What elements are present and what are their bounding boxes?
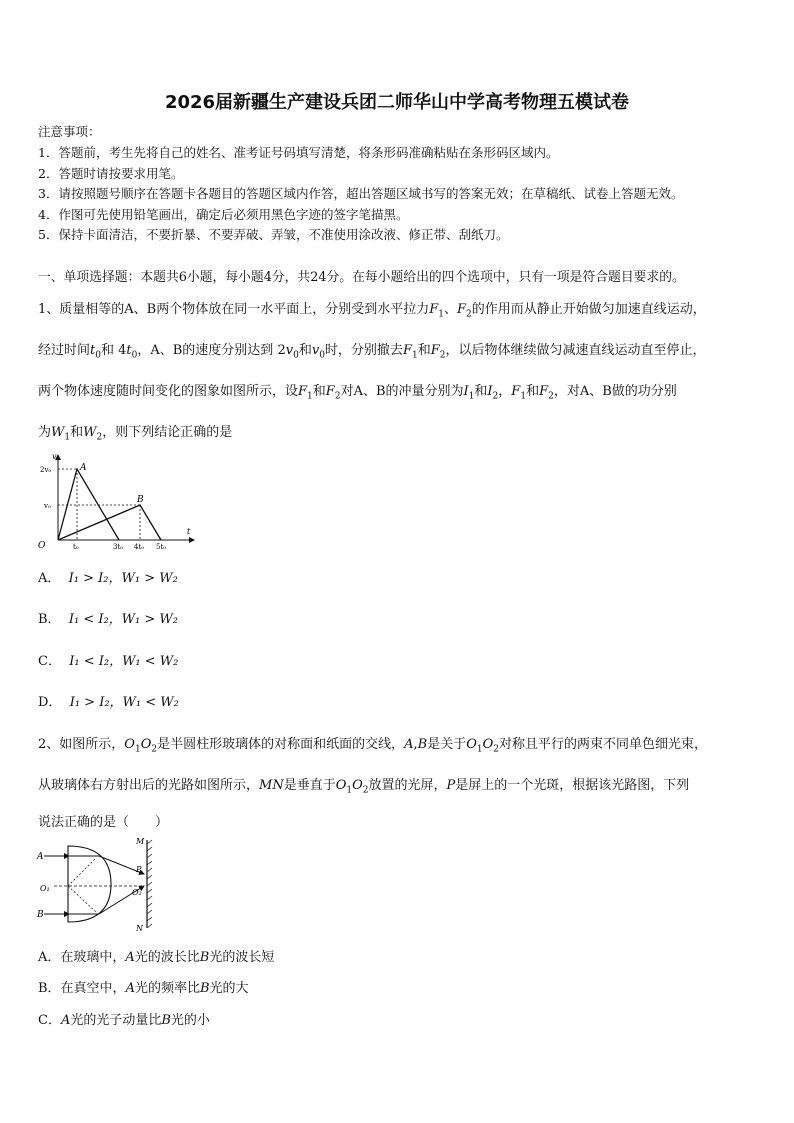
label-p: P: [136, 865, 142, 874]
section-heading: 一、单项选择题：本题共6小题，每小题4分，共24分。在每小题给出的四个选项中，只有一项是符合题目要求的。: [38, 270, 685, 285]
label-b: B: [37, 910, 44, 920]
notice-item-3: 3．请按照题号顺序在答题卡各题目的答题区域内作答，超出答题区域书写的答案无效；在草稿纸、试卷上答题无效。: [38, 186, 684, 201]
q1-line-3: 两个物体速度随时间变化的图象如图所示，设$F_1$和$F_2$对A、B的冲量分别为$I_1$和$I_2$，$F_1$和$F_2$，对A、B做的功分别: [38, 384, 677, 402]
x-axis-label: t: [187, 527, 191, 536]
label-o1: O₁: [40, 884, 50, 893]
label-a: A: [37, 852, 44, 862]
notice-item-4: 4．作图可先使用铅笔画出，确定后必须用黑色字迹的签字笔描黑。: [38, 207, 409, 222]
q1-line-1: 1、质量相等的A、B两个物体放在同一水平面上，分别受到水平拉力$F_1$、$F_2$的作用而从静止开始做匀加速直线运动，: [38, 302, 706, 320]
tick-5t0: 5t₀: [156, 543, 167, 551]
line-b: [58, 505, 161, 540]
q1-option-c[interactable]: C． I₁ < I₂，W₁ < W₂: [38, 654, 179, 669]
page-title: 2026届新疆生产建设兵团二师华山中学高考物理五模试卷: [164, 92, 630, 113]
tick-2v0: 2v₀: [40, 466, 52, 474]
q2-option-a[interactable]: A．在玻璃中，A光的波长比B光的波长短: [38, 950, 275, 965]
q1-option-b[interactable]: B． I₁ < I₂，W₁ > W₂: [38, 612, 178, 627]
tick-3t0: 3t₀: [113, 543, 124, 551]
tick-t0: t₀: [73, 543, 79, 551]
tick-v0: v₀: [44, 502, 51, 510]
point-a-label: A: [80, 463, 87, 473]
q2-option-c[interactable]: C．A光的光子动量比B光的小: [38, 1013, 210, 1028]
tick-4t0: 4t₀: [134, 543, 145, 551]
line-a: [58, 469, 119, 540]
q2-line-1: 2、如图所示，$O_1O_2$是半圆柱形玻璃体的对称面和纸面的交线，A,B是关于$O_1O_2$对称且平行的两束不同单色细光束，: [38, 737, 708, 755]
q2-line-2: 从玻璃体右方射出后的光路如图所示，MN是垂直于$O_1O_2$放置的光屏，P是屏上的一个光斑，根据该光路图，下列: [38, 778, 690, 796]
notice-item-1: 1．答题前，考生先将自己的姓名、准考证号码填写清楚，将条形码准确粘贴在条形码区域内。: [38, 145, 559, 160]
notice-item-2: 2．答题时请按要求用笔。: [38, 166, 184, 181]
q2-line-3: 说法正确的是（ ）: [38, 815, 169, 830]
q2-option-b[interactable]: B．在真空中，A光的频率比B光的大: [38, 981, 249, 996]
q1-line-4: 为$W_1$和$W_2$，则下列结论正确的是: [38, 425, 233, 443]
label-o2: O₂: [132, 888, 142, 897]
light-path-figure: [36, 834, 154, 934]
label-n: N: [136, 924, 143, 933]
y-axis-label: v: [52, 452, 57, 461]
q1-option-a[interactable]: A． I₁ > I₂，W₁ > W₂: [38, 571, 178, 586]
notice-item-5: 5．保持卡面清洁，不要折暴、不要弄破、弄皱，不准使用涂改液、修正带、刮纸刀。: [38, 227, 509, 242]
q1-option-d[interactable]: D． I₁ > I₂，W₁ < W₂: [38, 695, 179, 710]
velocity-time-graph: [36, 450, 198, 552]
origin-label: O: [38, 541, 46, 551]
point-b-label: B: [137, 495, 144, 505]
q1-line-2: 经过时间$t_0$和 $4t_0$，A、B的速度分别达到 $2v_0$和$v_0$时，分别撤去$F_1$和$F_2$，以后物体继续做匀减速直线运动直至停止，: [38, 343, 706, 361]
notice-heading: 注意事项：: [38, 124, 101, 139]
label-m: M: [136, 837, 145, 846]
